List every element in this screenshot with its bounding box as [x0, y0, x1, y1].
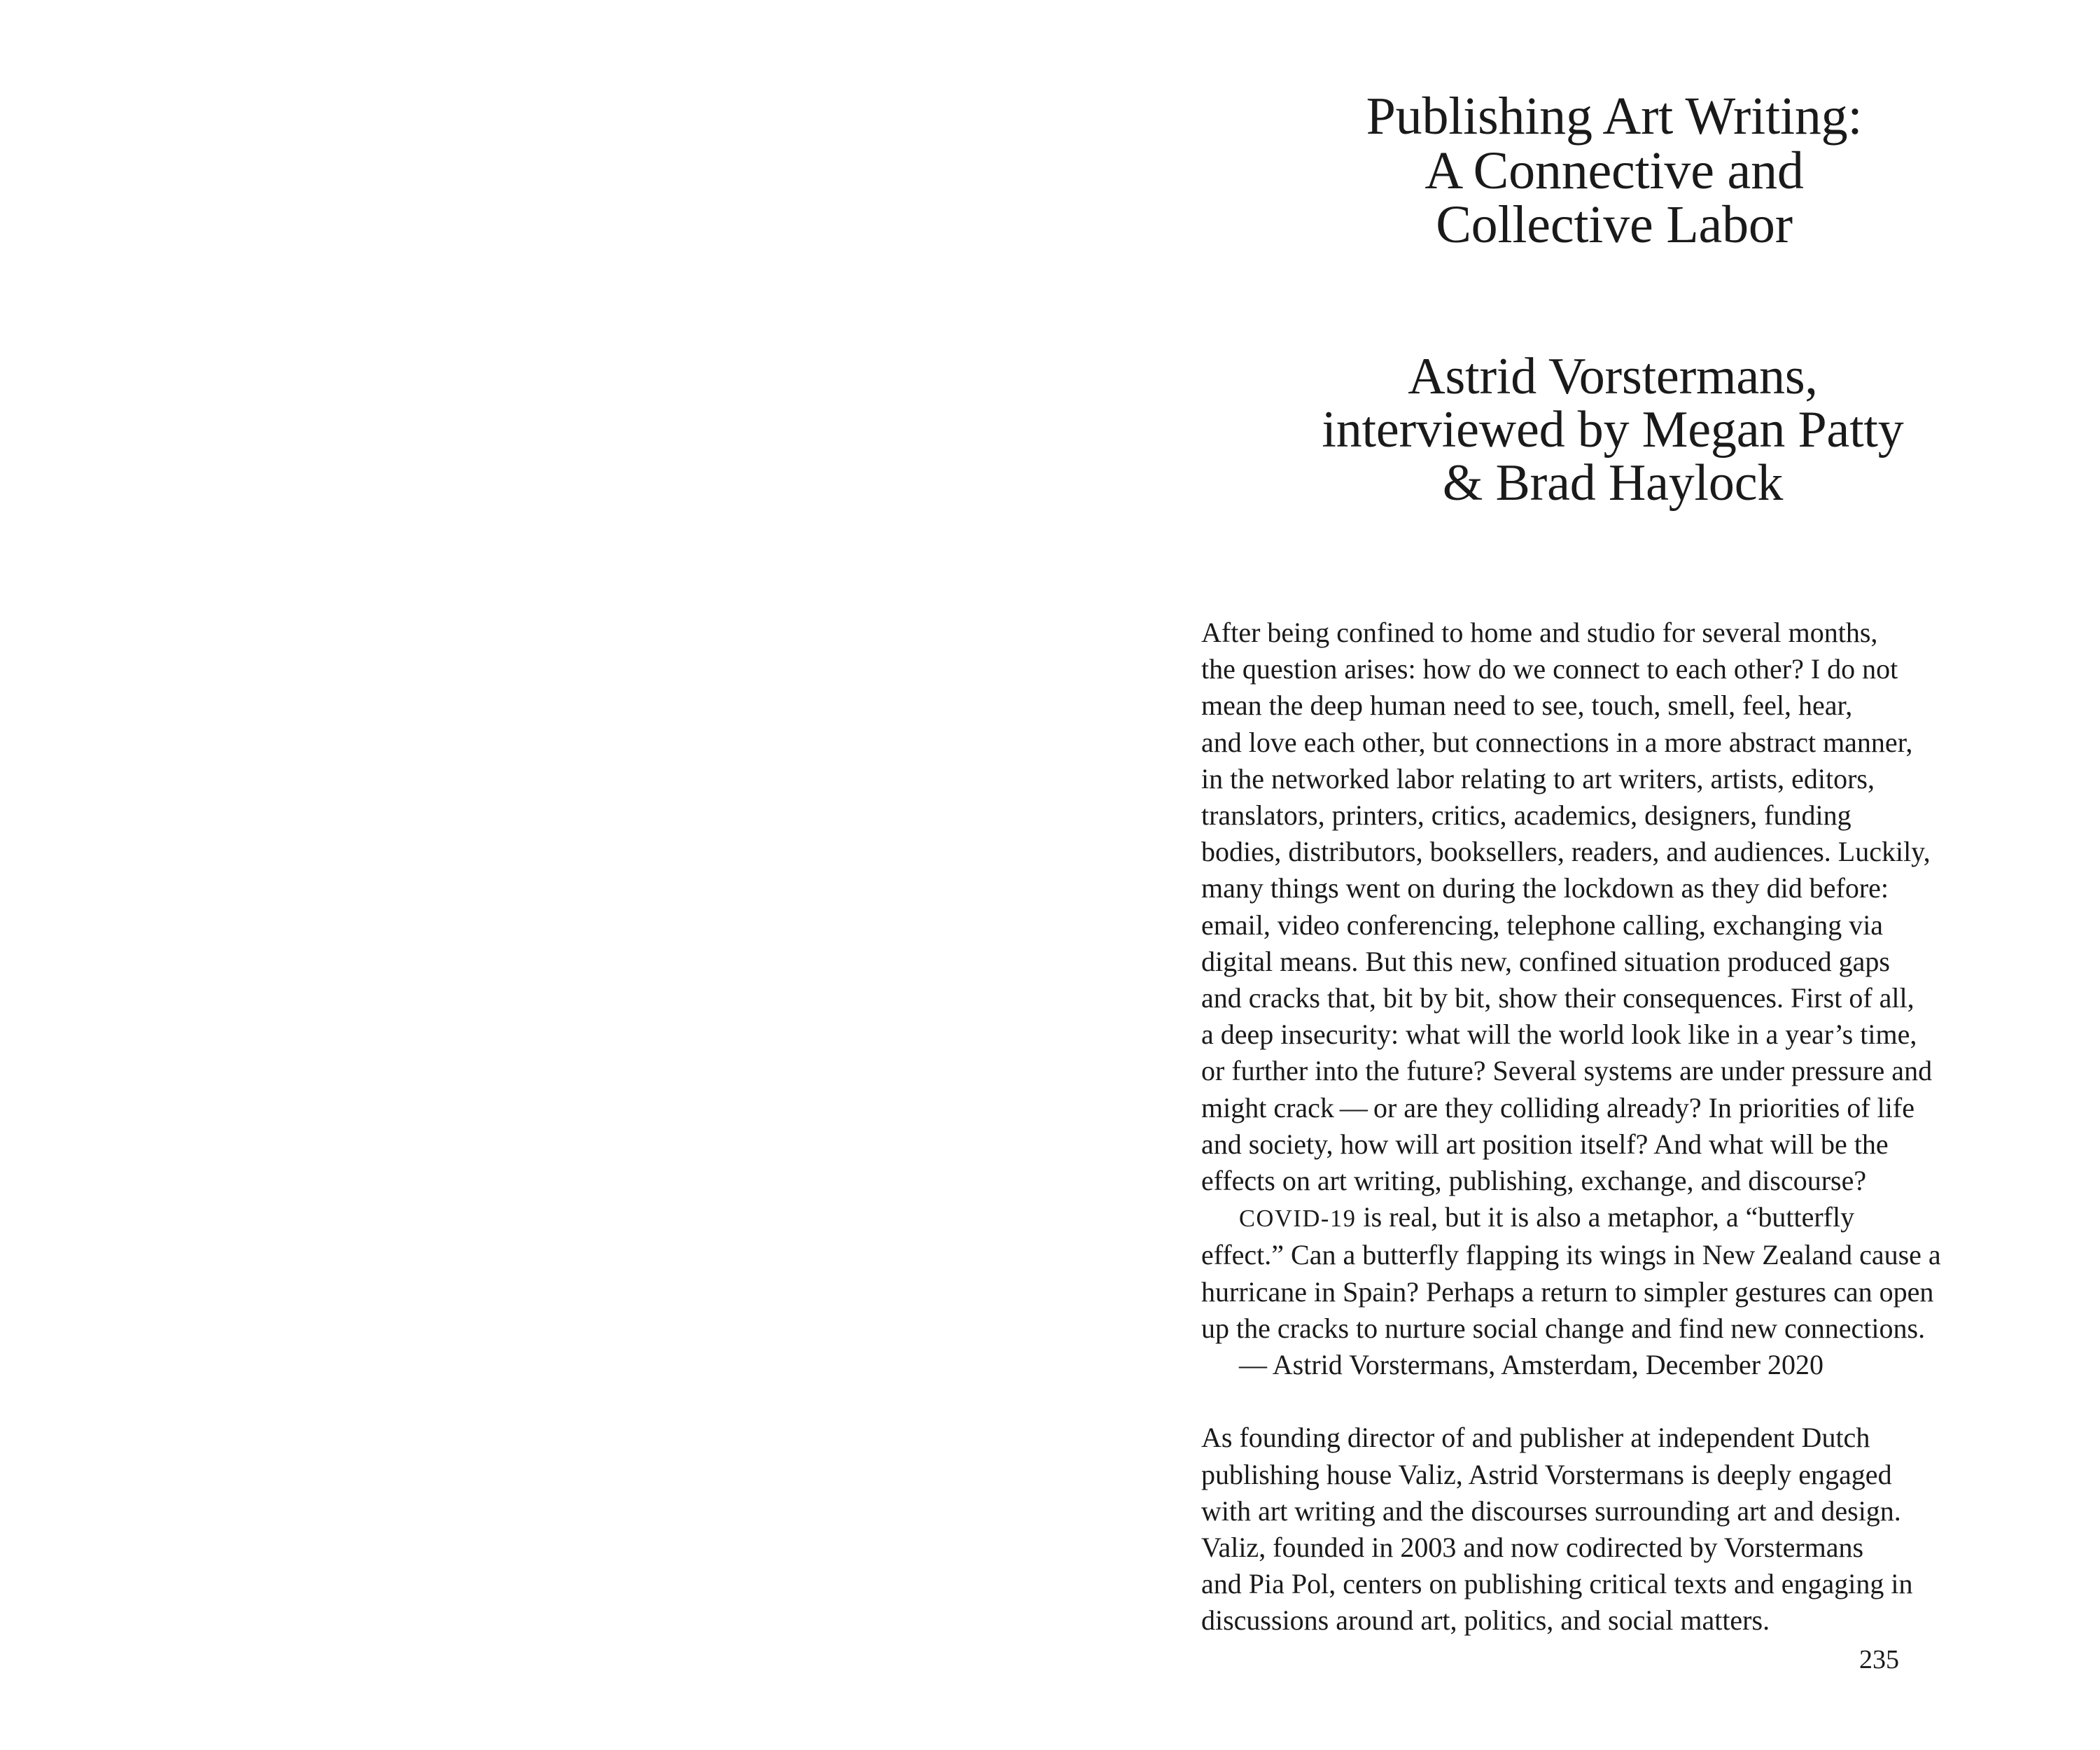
epigraph-paragraph	[1201, 615, 2034, 1199]
covid-19-smallcaps: COVID-19	[1239, 1205, 1357, 1233]
bio-paragraph	[1201, 1420, 2034, 1639]
byline-line-1: Astrid Vorstermans,	[1408, 348, 1818, 405]
epigraph-line: translators, printers, critics, academics, designers, funding	[1201, 799, 1851, 832]
bio-line: publishing house Valiz, Astrid Vorstermans is deeply engaged	[1201, 1458, 1892, 1490]
epigraph-line: mean the deep human need to see, touch, smell, feel, hear,	[1201, 690, 1853, 722]
bio-line: Valiz, founded in 2003 and now codirected by Vorstermans	[1201, 1532, 1864, 1564]
epigraph-line: the question arises: how do we connect to each other? I do not	[1201, 653, 1898, 685]
epigraph-line: might crack — or are they colliding already? In priorities of life	[1201, 1091, 1914, 1124]
covid-first-line	[1201, 1199, 2034, 1237]
epigraph-line: bodies, distributors, booksellers, readers, and audiences. Luckily,	[1201, 836, 1931, 868]
epigraph-line: or further into the future? Several systems are under pressure and	[1201, 1055, 1933, 1087]
title-line-3: Collective Labor	[1436, 195, 1793, 255]
byline	[1193, 350, 2033, 510]
page-number: 235	[1859, 1645, 1899, 1674]
title-line-2: A Connective and	[1424, 141, 1804, 200]
epigraph-line: many things went on during the lockdown as they did before:	[1201, 872, 1889, 904]
bio-line: with art writing and the discourses surrounding art and design.	[1201, 1494, 1901, 1527]
byline-line-3: & Brad Haylock	[1442, 454, 1784, 512]
covid-paragraph	[1201, 1199, 2034, 1383]
body-text	[1201, 615, 2034, 1639]
attribution-line: — Astrid Vorstermans, Amsterdam, December 2020	[1239, 1349, 1824, 1381]
epigraph-line: a deep insecurity: what will the world look like in a year’s time,	[1201, 1018, 1917, 1051]
covid-line: effect.” Can a butterfly flapping its wings in New Zealand cause a	[1201, 1239, 1941, 1271]
bio-line: As founding director of and publisher at independent Dutch	[1201, 1422, 1870, 1454]
epigraph-line: and society, how will art position itself? And what will be the	[1201, 1128, 1889, 1160]
paragraph-spacer	[1201, 1383, 2034, 1420]
text-column	[1201, 0, 2027, 1750]
title-line-1: Publishing Art Writing:	[1366, 87, 1863, 146]
epigraph-line: and love each other, but connections in a more abstract manner,	[1201, 726, 1913, 758]
epigraph-line: digital means. But this new, confined situation produced gaps	[1201, 945, 1890, 977]
epigraph-line: in the networked labor relating to art writers, artists, editors,	[1201, 762, 1875, 794]
covid-line: up the cracks to nurture social change and find new connections.	[1201, 1312, 1926, 1344]
epigraph-line: effects on art writing, publishing, exchange, and discourse?	[1201, 1165, 1867, 1197]
covid-first-line-rest: is real, but it is also a metaphor, a “butterfly	[1356, 1201, 1855, 1233]
byline-line-2: interviewed by Megan Patty	[1322, 401, 1904, 459]
page-title	[1201, 87, 2027, 255]
epigraph-line: email, video conferencing, telephone calling, exchanging via	[1201, 909, 1884, 941]
covid-line: hurricane in Spain? Perhaps a return to simpler gestures can open	[1201, 1275, 1934, 1308]
epigraph-line: After being confined to home and studio for several months,	[1201, 617, 1878, 648]
bio-line: and Pia Pol, centers on publishing critical texts and engaging in	[1201, 1568, 1913, 1600]
epigraph-line: and cracks that, bit by bit, show their consequences. First of all,	[1201, 982, 1914, 1014]
bio-line: discussions around art, politics, and social matters.	[1201, 1604, 1770, 1637]
